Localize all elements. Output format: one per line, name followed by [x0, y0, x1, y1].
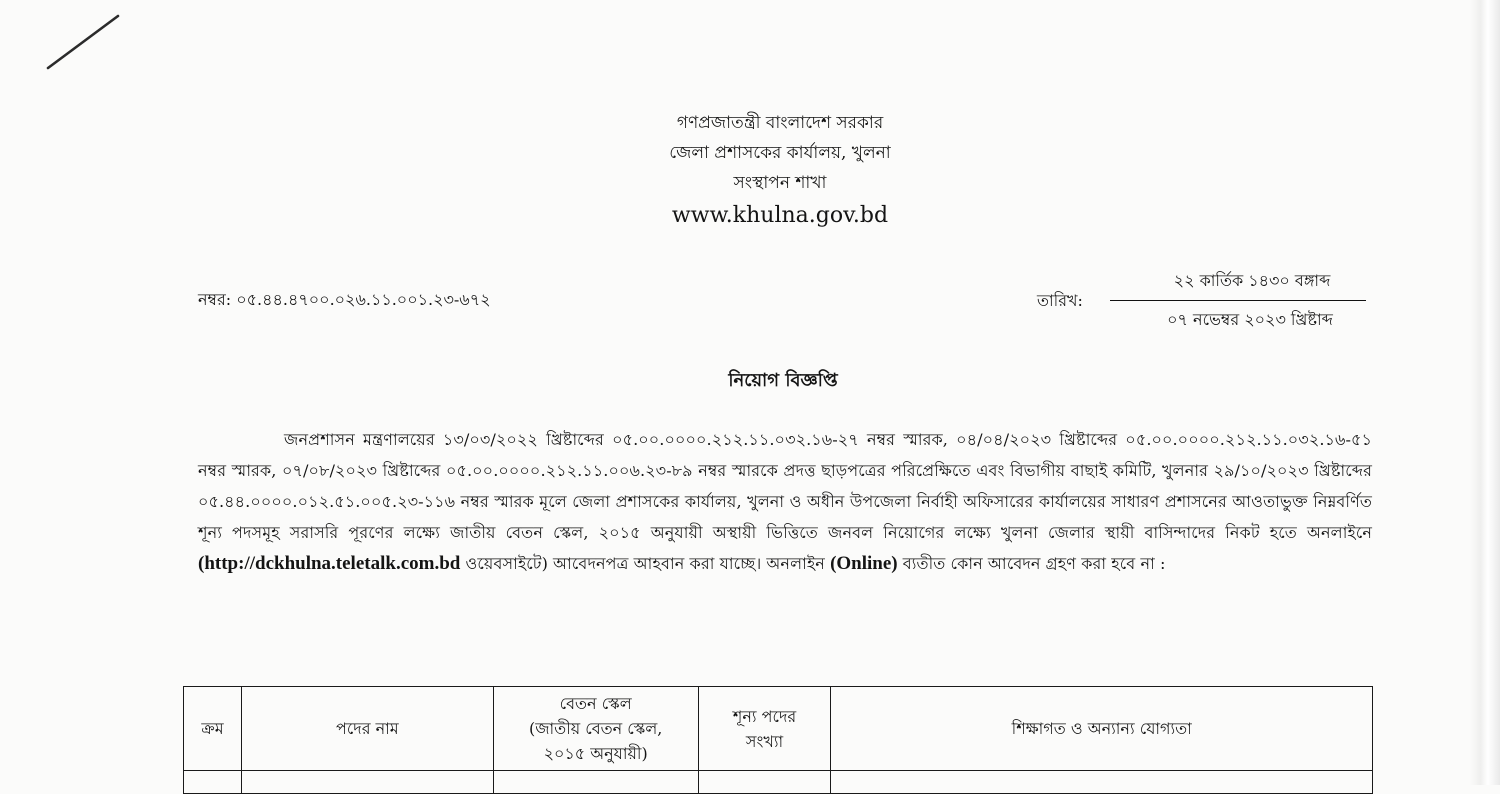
- reference-number: নম্বর: ০৫.৪৪.৪৭০০.০২৬.১১.০০১.২৩-৬৭২: [198, 290, 491, 309]
- header-vacancy: [698, 687, 831, 771]
- table-cell: [698, 771, 831, 794]
- header-serial: ক্রম: [184, 687, 242, 771]
- header-pay-scale-line3: ২০১৫ অনুযায়ী): [543, 744, 648, 763]
- date-bangla: ২২ কার্তিক ১৪৩০ বঙ্গাব্দ: [1110, 268, 1366, 301]
- header-pay-scale-line1: বেতন স্কেল: [559, 694, 632, 713]
- notice-body-part2: ওয়েবসাইটে) আবেদনপত্র আহবান করা যাচ্ছে। অনলাইন: [460, 554, 831, 573]
- table-header-row: [184, 687, 1373, 771]
- header-post-name: পদের নাম: [241, 687, 493, 771]
- pen-stroke-mark: [44, 12, 124, 76]
- table-cell: [184, 771, 242, 794]
- header-vacancy-line1: শূন্য পদের: [732, 706, 797, 726]
- table-cell: [493, 771, 698, 794]
- online-word: (Online): [830, 553, 898, 574]
- office-name: জেলা প্রশাসকের কার্যালয়, খুলনা: [669, 143, 891, 163]
- header-pay-scale-line2: (জাতীয় বেতন স্কেল,: [528, 719, 663, 738]
- notice-body-part3: ব্যতীত কোন আবেদন গ্রহণ করা হবে না :: [897, 554, 1166, 573]
- date-gregorian: ০৭ নভেম্বর ২০২৩ খ্রিষ্টাব্দ: [1167, 310, 1333, 329]
- application-url[interactable]: (http://dckhulna.teletalk.com.bd: [198, 553, 461, 574]
- notice-body: [198, 424, 1372, 579]
- table-row: [184, 771, 1373, 794]
- section-name: সংস্থাপন শাখা: [733, 173, 827, 193]
- table-cell: [241, 771, 493, 794]
- header-pay-scale: [493, 687, 698, 771]
- table-cell: [831, 771, 1373, 794]
- header-vacancy-line2: সংখ্যা: [745, 731, 784, 751]
- government-name: গণপ্রজাতন্ত্রী বাংলাদেশ সরকার: [676, 113, 884, 133]
- website-link[interactable]: www.khulna.gov.bd: [671, 203, 889, 228]
- notice-title: নিয়োগ বিজ্ঞপ্তি: [728, 370, 838, 391]
- date-block: [1110, 268, 1366, 334]
- vacancy-table: [183, 686, 1373, 794]
- notice-body-part1: জনপ্রশাসন মন্ত্রণালয়ের ১৩/০৩/২০২২ খ্রিষ্টাব্দের ০৫.০০.০০০০.২১২.১১.০৩২.১৬-২৭ নম্বর স্মারক, ০৪/০৪/২০২৩ খ্রিষ্টাব্দের ০৫.০০.০০০০.২১২.১১.০৩২.১৬-৫১ নম্বর স্মারক, ০৭/০৮/২০২৩ খ্রিষ্টাব্দের ০৫.০০.০০০০.২১২.১১.০০৬.২৩-৮৯ নম্বর স্মারকে প্রদত্ত ছাড়পত্রের পরিপ্রেক্ষিতে এবং বিভাগীয় বাছাই কমিটি, খুলনার ২৯/১০/২০২৩ খ্রিষ্টাব্দের ০৫.৪৪.০০০০.০১২.৫১.০০৫.২৩-১১৬ নম্বর স্মারক মূলে জেলা প্রশাসকের কার্যালয়, খুলনা ও অধীন উপজেলা নির্বাহী অফিসারের কার্যালয়ের সাধারণ প্রশাসনের আওতাভুক্ত নিম্নবর্ণিত শূন্য পদসমূহ সরাসরি পূরণের লক্ষ্যে জাতীয় বেতন স্কেল, ২০১৫ অনুযায়ী অস্থায়ী ভিত্তিতে জনবল নিয়োগের লক্ষ্যে খুলনা জেলার স্থায়ী বাসিন্দাদের নিকট হতে অনলাইনে: [198, 430, 1372, 542]
- letterhead: [0, 108, 1500, 234]
- header-qualification: শিক্ষাগত ও অন্যান্য যোগ্যতা: [831, 687, 1373, 771]
- date-label: তারিখ:: [1037, 291, 1083, 310]
